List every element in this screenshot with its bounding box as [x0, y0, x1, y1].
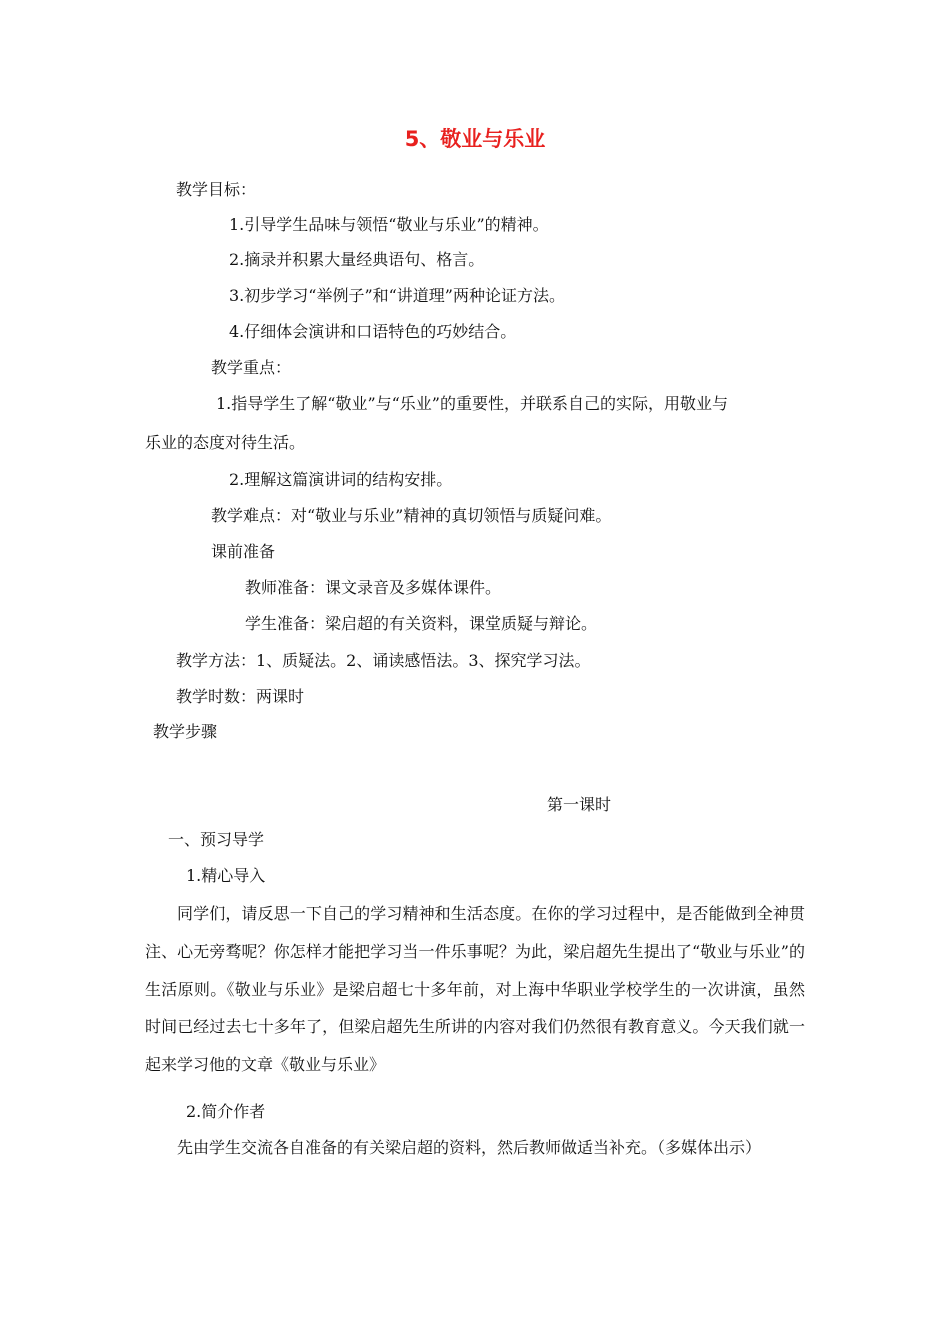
author-intro-paragraph: 先由学生交流各自准备的有关梁启超的资料，然后教师做适当补充。（多媒体出示）: [177, 1138, 762, 1157]
teacher-preparation: 教师准备：课文录音及多媒体课件。: [245, 578, 502, 597]
subsection-heading: 1.精心导入: [186, 866, 266, 885]
subsection-heading: 2.简介作者: [186, 1102, 266, 1121]
lesson-heading: 第一课时: [547, 795, 612, 814]
objective-item: 2.摘录并积累大量经典语句、格言。: [229, 250, 485, 269]
steps-heading: 教学步骤: [153, 722, 218, 741]
key-point-item: 2.理解这篇演讲词的结构安排。: [229, 470, 453, 489]
key-point-item: 1.指导学生了解“敬业”与“乐业”的重要性，并联系自己的实际，用敬业与: [216, 394, 728, 413]
objective-item: 4.仔细体会演讲和口语特色的巧妙结合。: [229, 322, 517, 341]
teaching-methods: 教学方法：1、质疑法。2、诵读感悟法。3、探究学习法。: [176, 651, 591, 670]
document-title: 5、敬业与乐业: [404, 127, 546, 151]
objective-item: 1.引导学生品味与领悟“敬业与乐业”的精神。: [229, 215, 549, 234]
objectives-heading: 教学目标：: [176, 180, 257, 199]
teaching-hours: 教学时数：两课时: [176, 687, 305, 706]
key-points-heading: 教学重点：: [211, 358, 292, 377]
intro-paragraph: 同学们，请反思一下自己的学习精神和生活态度。在你的学习过程中，是否能做到全神贯注、心无旁骛呢？你怎样才能把学习当一件乐事呢？为此，梁启超先生提出了“敬业与乐业”的生活原则。《敬业与乐业》是梁启超七十多年前，对上海中华职业学校学生的一次讲演，虽然时间已经过去七十多年了，但梁启超先生所讲的内容对我们仍然很有教育意义。今天我们就一起来学习他的文章《敬业与乐业》: [145, 904, 805, 1075]
objective-item: 3.初步学习“举例子”和“讲道理”两种论证方法。: [229, 286, 565, 305]
section-heading: 一、预习导学: [168, 830, 265, 849]
preparation-heading: 课前准备: [211, 542, 276, 561]
student-preparation: 学生准备：梁启超的有关资料，课堂质疑与辩论。: [245, 614, 598, 633]
difficulty-text: 教学难点：对“敬业与乐业”精神的真切领悟与质疑问难。: [211, 506, 612, 525]
key-point-item-continued: 乐业的态度对待生活。: [145, 433, 306, 452]
